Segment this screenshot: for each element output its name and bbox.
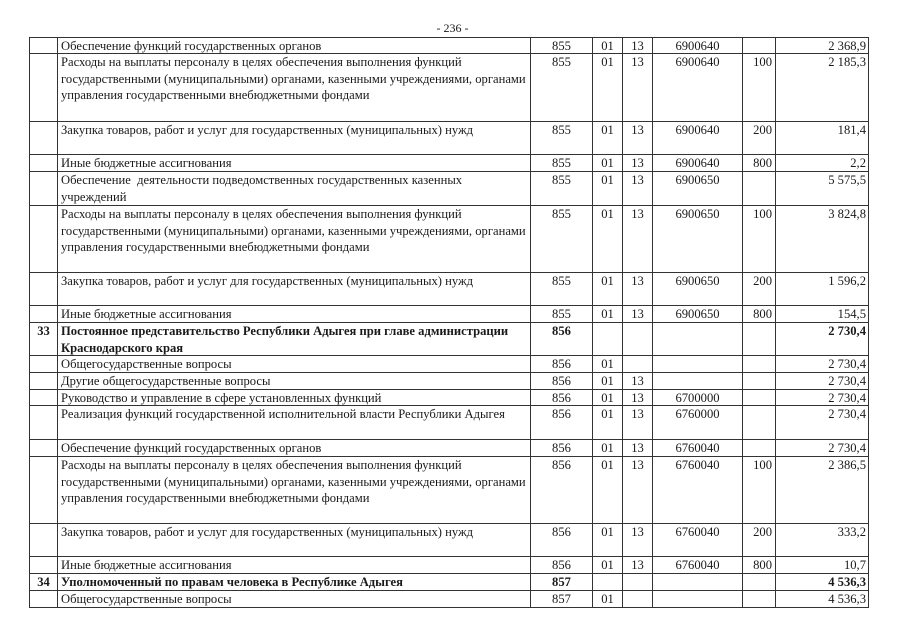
- expense-name: Общегосударственные вопросы: [58, 356, 531, 373]
- table-row: [30, 591, 869, 608]
- expense-name: Расходы на выплаты персоналу в целях обеспечения выполнения функций государственными (муниципальными) органами, казенными учреждениями, органами управления государственными внебюджетными фондами: [58, 206, 531, 273]
- table-row: [30, 172, 869, 206]
- subsection-code: 13: [623, 122, 653, 155]
- amount: 5 575,5: [776, 172, 869, 206]
- table-row: [30, 373, 869, 390]
- row-number: [30, 155, 58, 172]
- expense-name: Обеспечение функций государственных органов: [58, 38, 531, 54]
- amount: 4 536,3: [776, 591, 869, 608]
- department-code: 856: [531, 390, 593, 406]
- expense-name: Расходы на выплаты персоналу в целях обеспечения выполнения функций государственными (муниципальными) органами, казенными учреждениями, органами управления государственными внебюджетными фондами: [58, 54, 531, 122]
- amount: 3 824,8: [776, 206, 869, 273]
- row-number: [30, 440, 58, 457]
- department-code: 855: [531, 306, 593, 323]
- table-row: [30, 440, 869, 457]
- table-row: [30, 356, 869, 373]
- department-code: 856: [531, 323, 593, 356]
- expense-name: Другие общегосударственные вопросы: [58, 373, 531, 390]
- subsection-code: 13: [623, 524, 653, 557]
- target-article-code: [653, 591, 743, 608]
- row-number: [30, 406, 58, 440]
- amount: 2 730,4: [776, 440, 869, 457]
- expense-name: Закупка товаров, работ и услуг для государственных (муниципальных) нужд: [58, 122, 531, 155]
- row-number: [30, 591, 58, 608]
- table-row: [30, 524, 869, 557]
- target-article-code: 6900640: [653, 155, 743, 172]
- table-row: [30, 306, 869, 323]
- department-code: 856: [531, 457, 593, 524]
- expense-name: Иные бюджетные ассигнования: [58, 557, 531, 574]
- section-code: [593, 323, 623, 356]
- section-code: 01: [593, 54, 623, 122]
- target-article-code: [653, 373, 743, 390]
- row-number: [30, 122, 58, 155]
- amount: 333,2: [776, 524, 869, 557]
- amount: 154,5: [776, 306, 869, 323]
- table-row: [30, 457, 869, 524]
- expense-type-code: [743, 440, 776, 457]
- expense-type-code: 100: [743, 54, 776, 122]
- department-code: 855: [531, 155, 593, 172]
- row-number: [30, 273, 58, 306]
- department-total-row: [30, 323, 869, 356]
- subsection-code: [623, 591, 653, 608]
- expense-type-code: 800: [743, 155, 776, 172]
- row-number: [30, 373, 58, 390]
- expense-name: Руководство и управление в сфере установленных функций: [58, 390, 531, 406]
- table-row: [30, 155, 869, 172]
- subsection-code: 13: [623, 373, 653, 390]
- target-article-code: 6900640: [653, 38, 743, 54]
- section-code: 01: [593, 122, 623, 155]
- target-article-code: [653, 323, 743, 356]
- subsection-code: [623, 323, 653, 356]
- expense-type-code: 800: [743, 557, 776, 574]
- row-number: [30, 557, 58, 574]
- row-number: 33: [30, 323, 58, 356]
- department-code: 856: [531, 373, 593, 390]
- target-article-code: 6760040: [653, 440, 743, 457]
- row-number: [30, 390, 58, 406]
- subsection-code: 13: [623, 306, 653, 323]
- amount: 2 730,4: [776, 406, 869, 440]
- department-code: 857: [531, 574, 593, 591]
- subsection-code: 13: [623, 172, 653, 206]
- amount: 1 596,2: [776, 273, 869, 306]
- target-article-code: 6900650: [653, 273, 743, 306]
- expense-type-code: 200: [743, 524, 776, 557]
- department-code: 856: [531, 356, 593, 373]
- row-number: [30, 306, 58, 323]
- section-code: 01: [593, 390, 623, 406]
- expense-name: Реализация функций государственной исполнительной власти Республики Адыгея: [58, 406, 531, 440]
- department-code: 855: [531, 38, 593, 54]
- section-code: 01: [593, 557, 623, 574]
- expense-type-code: 100: [743, 206, 776, 273]
- row-number: [30, 457, 58, 524]
- row-number: [30, 206, 58, 273]
- expense-name: Общегосударственные вопросы: [58, 591, 531, 608]
- amount: 2 730,4: [776, 323, 869, 356]
- amount: 181,4: [776, 122, 869, 155]
- expense-name: Расходы на выплаты персоналу в целях обеспечения выполнения функций государственными (муниципальными) органами, казенными учреждениями, органами управления государственными внебюджетными фондами: [58, 457, 531, 524]
- target-article-code: 6900650: [653, 206, 743, 273]
- target-article-code: 6900650: [653, 306, 743, 323]
- department-code: 855: [531, 172, 593, 206]
- department-code: 855: [531, 206, 593, 273]
- table-row: [30, 273, 869, 306]
- section-code: 01: [593, 38, 623, 54]
- target-article-code: 6900640: [653, 54, 743, 122]
- row-number: 34: [30, 574, 58, 591]
- subsection-code: 13: [623, 406, 653, 440]
- subsection-code: 13: [623, 390, 653, 406]
- department-code: 856: [531, 406, 593, 440]
- row-number: [30, 54, 58, 122]
- subsection-code: 13: [623, 155, 653, 172]
- target-article-code: 6760040: [653, 524, 743, 557]
- department-code: 855: [531, 122, 593, 155]
- expense-name: Обеспечение функций государственных органов: [58, 440, 531, 457]
- target-article-code: [653, 574, 743, 591]
- expense-type-code: [743, 356, 776, 373]
- expense-name: Закупка товаров, работ и услуг для государственных (муниципальных) нужд: [58, 524, 531, 557]
- amount: 10,7: [776, 557, 869, 574]
- expense-type-code: [743, 373, 776, 390]
- expense-type-code: 100: [743, 457, 776, 524]
- table-row: [30, 54, 869, 122]
- section-code: 01: [593, 440, 623, 457]
- expense-type-code: [743, 591, 776, 608]
- target-article-code: [653, 356, 743, 373]
- row-number: [30, 356, 58, 373]
- department-code: 857: [531, 591, 593, 608]
- subsection-code: 13: [623, 273, 653, 306]
- table-row: [30, 206, 869, 273]
- expense-name: Постоянное представительство Республики Адыгея при главе администрации Краснодарского края: [58, 323, 531, 356]
- department-code: 855: [531, 273, 593, 306]
- section-code: 01: [593, 591, 623, 608]
- subsection-code: 13: [623, 206, 653, 273]
- section-code: 01: [593, 172, 623, 206]
- expense-name: Закупка товаров, работ и услуг для государственных (муниципальных) нужд: [58, 273, 531, 306]
- subsection-code: 13: [623, 457, 653, 524]
- department-code: 855: [531, 54, 593, 122]
- expense-name: Уполномоченный по правам человека в Республике Адыгея: [58, 574, 531, 591]
- expense-name: Обеспечение деятельности подведомственных государственных казенных учреждений: [58, 172, 531, 206]
- department-code: 856: [531, 524, 593, 557]
- section-code: 01: [593, 306, 623, 323]
- subsection-code: 13: [623, 54, 653, 122]
- target-article-code: 6760000: [653, 406, 743, 440]
- expense-name: Иные бюджетные ассигнования: [58, 306, 531, 323]
- amount: 2 368,9: [776, 38, 869, 54]
- table-row: [30, 38, 869, 54]
- section-code: 01: [593, 273, 623, 306]
- amount: 2,2: [776, 155, 869, 172]
- expense-type-code: 200: [743, 273, 776, 306]
- expense-type-code: 800: [743, 306, 776, 323]
- row-number: [30, 38, 58, 54]
- amount: 2 730,4: [776, 356, 869, 373]
- expense-type-code: [743, 172, 776, 206]
- expense-type-code: 200: [743, 122, 776, 155]
- expense-type-code: [743, 323, 776, 356]
- section-code: 01: [593, 356, 623, 373]
- expense-type-code: [743, 406, 776, 440]
- amount: 2 386,5: [776, 457, 869, 524]
- target-article-code: 6900650: [653, 172, 743, 206]
- budget-table: [29, 37, 869, 608]
- table-row: [30, 122, 869, 155]
- department-total-row: [30, 574, 869, 591]
- subsection-code: 13: [623, 38, 653, 54]
- section-code: 01: [593, 406, 623, 440]
- row-number: [30, 524, 58, 557]
- department-code: 856: [531, 557, 593, 574]
- target-article-code: 6700000: [653, 390, 743, 406]
- section-code: 01: [593, 524, 623, 557]
- target-article-code: 6900640: [653, 122, 743, 155]
- section-code: 01: [593, 155, 623, 172]
- amount: 2 185,3: [776, 54, 869, 122]
- amount: 2 730,4: [776, 373, 869, 390]
- row-number: [30, 172, 58, 206]
- subsection-code: 13: [623, 557, 653, 574]
- table-row: [30, 557, 869, 574]
- table-row: [30, 390, 869, 406]
- subsection-code: [623, 574, 653, 591]
- amount: 2 730,4: [776, 390, 869, 406]
- expense-type-code: [743, 390, 776, 406]
- section-code: 01: [593, 373, 623, 390]
- section-code: 01: [593, 457, 623, 524]
- expense-type-code: [743, 574, 776, 591]
- subsection-code: 13: [623, 440, 653, 457]
- target-article-code: 6760040: [653, 557, 743, 574]
- expense-type-code: [743, 38, 776, 54]
- page-number: - 236 -: [436, 21, 469, 35]
- expense-name: Иные бюджетные ассигнования: [58, 155, 531, 172]
- subsection-code: [623, 356, 653, 373]
- amount: 4 536,3: [776, 574, 869, 591]
- department-code: 856: [531, 440, 593, 457]
- section-code: 01: [593, 206, 623, 273]
- section-code: [593, 574, 623, 591]
- target-article-code: 6760040: [653, 457, 743, 524]
- table-row: [30, 406, 869, 440]
